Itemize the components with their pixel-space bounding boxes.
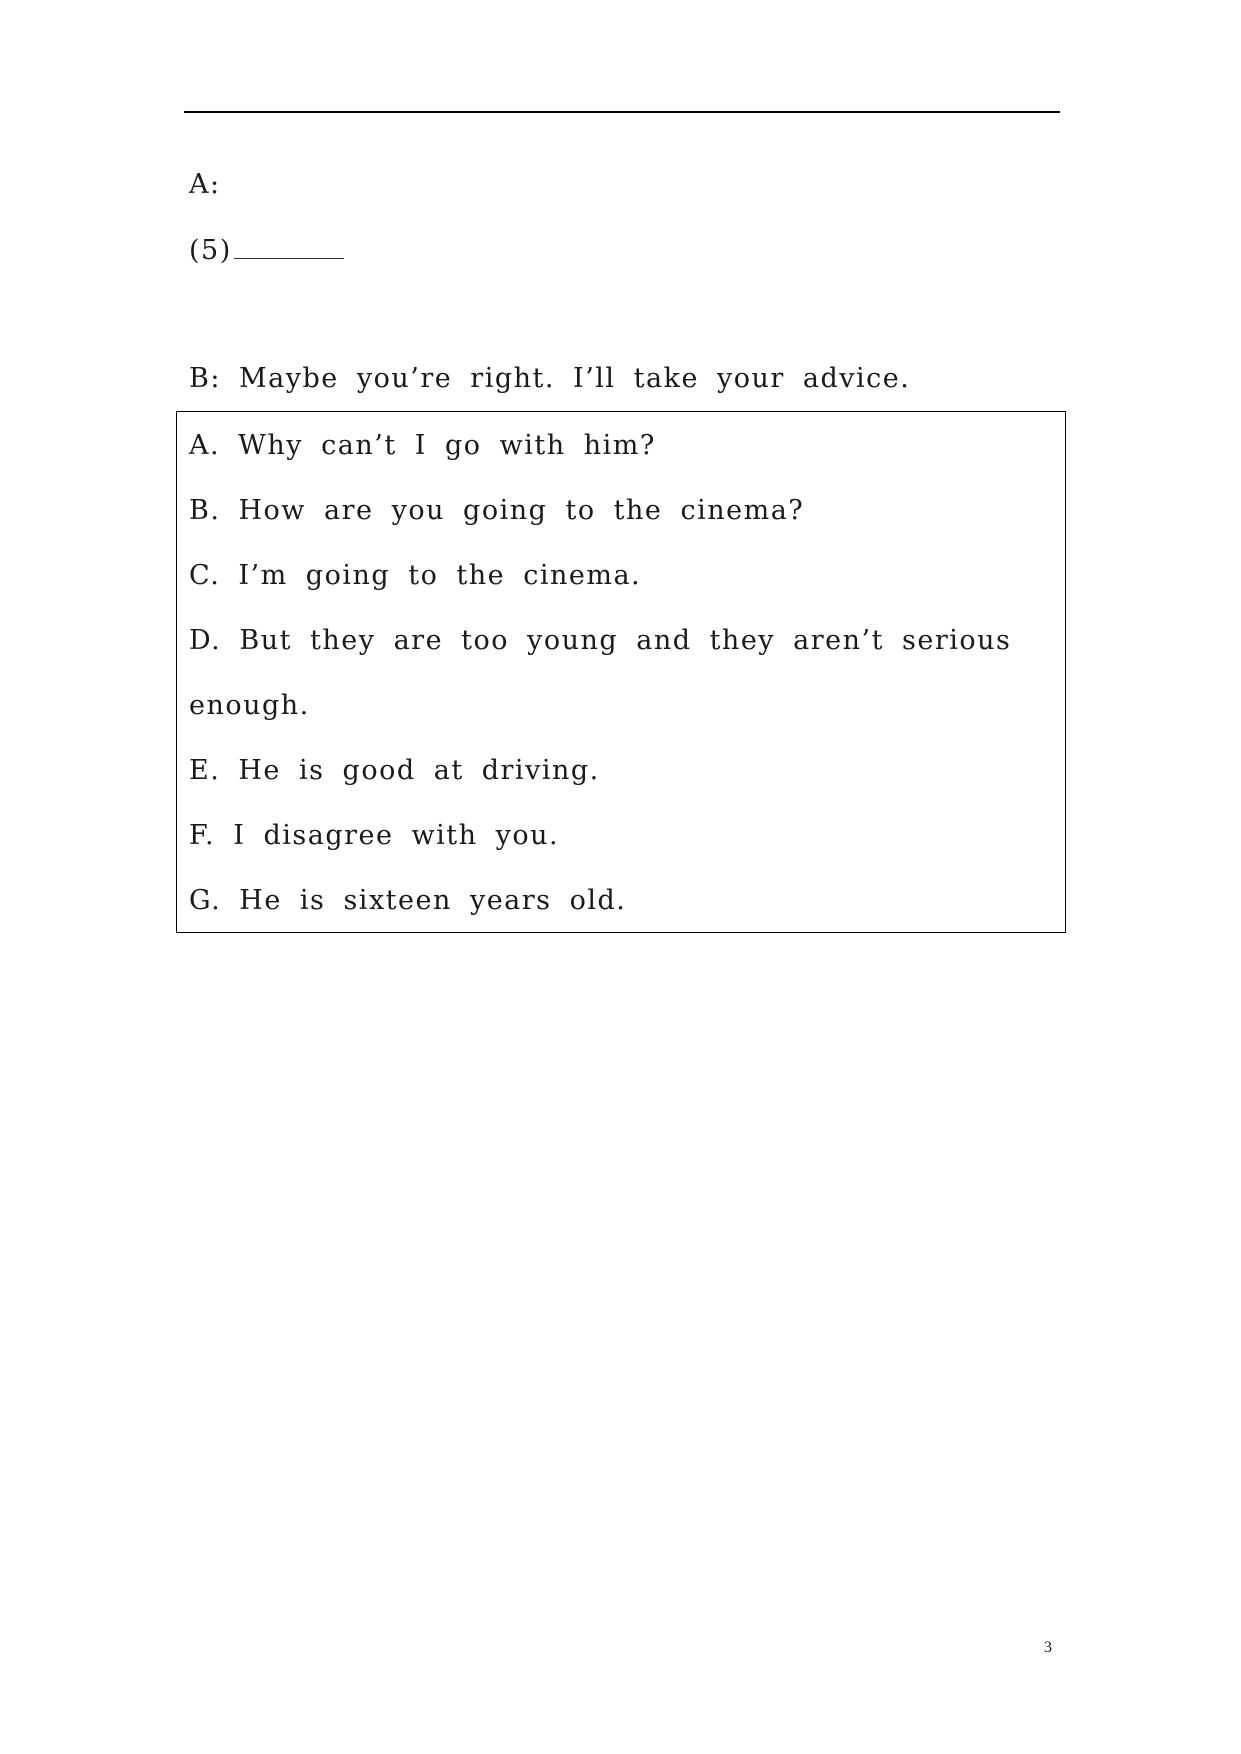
option-b: B. How are you going to the cinema? — [189, 495, 805, 526]
option-e: E. He is good at driving. — [189, 755, 600, 786]
blank-number: (5) — [189, 235, 232, 266]
options-box — [176, 411, 1066, 933]
page-number: 3 — [1044, 1639, 1052, 1656]
option-c: C. I’m going to the cinema. — [189, 560, 642, 591]
option-d-continued: enough. — [189, 690, 310, 721]
header-rule — [184, 111, 1060, 113]
answer-blank — [234, 232, 344, 259]
speaker-b-line: B: Maybe you’re right. I’ll take your advice. — [189, 363, 911, 394]
option-d: D. But they are too young and they aren’t serious — [189, 625, 1012, 656]
option-f: F. I disagree with you. — [189, 820, 560, 851]
blank-question — [189, 232, 344, 268]
option-g: G. He is sixteen years old. — [189, 885, 627, 916]
option-a: A. Why can’t I go with him? — [189, 430, 656, 461]
speaker-a-label: A: — [189, 169, 221, 200]
